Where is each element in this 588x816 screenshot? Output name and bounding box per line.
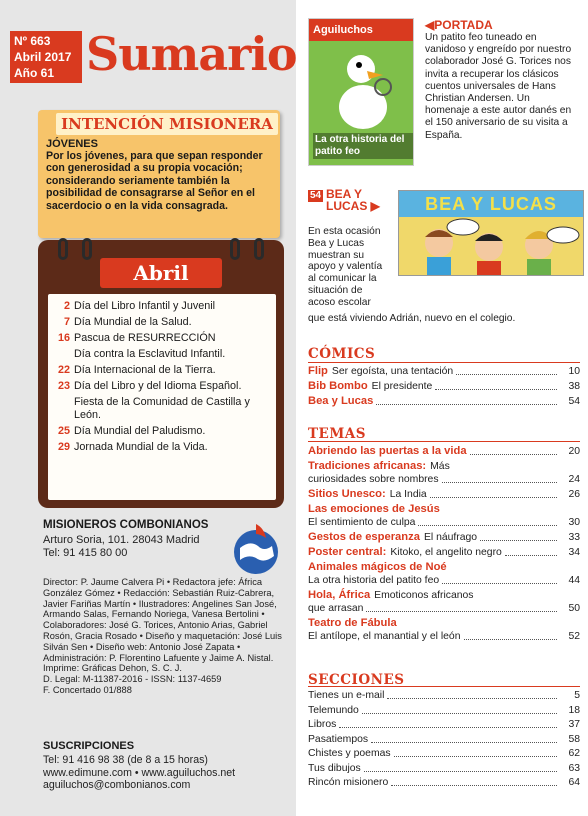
toc-entry-continuation[interactable] (308, 574, 580, 587)
secciones-title: SECCIONES (308, 672, 405, 688)
toc-leader (430, 497, 557, 498)
credits-imprint: Imprime: Gráficas Dehon, S. C. J. (43, 663, 182, 674)
ring-icon (58, 238, 68, 260)
calendar-entry (48, 396, 276, 422)
calendar-entry (48, 425, 276, 438)
toc-leader (456, 374, 557, 375)
toc-leader (364, 771, 557, 772)
toc-page-number: 52 (568, 631, 580, 642)
publisher-name: MISIONEROS COMBONIANOS (43, 519, 209, 531)
toc-entry[interactable] (308, 776, 580, 789)
calendar-entry (48, 316, 276, 329)
bealucas-page: 54 (310, 190, 322, 201)
calendar-day: 2 (63, 300, 70, 312)
toc-entry[interactable] (308, 747, 580, 760)
suscripciones-email[interactable]: aguiluchos@combonianos.com (43, 779, 191, 792)
toc-entry-desc: La India (389, 489, 427, 500)
toc-entry-continuation[interactable] (308, 602, 580, 615)
toc-entry[interactable] (308, 733, 580, 746)
calendar-day (48, 396, 74, 422)
toc-page-number: 44 (568, 575, 580, 586)
comics-list (308, 365, 580, 410)
calendar-event: Día contra la Esclavitud Infantil. (74, 348, 226, 360)
toc-page-number: 50 (568, 603, 580, 614)
toc-entry[interactable] (308, 488, 580, 501)
toc-leader (464, 639, 558, 640)
credits-franqueo: F. Concertado 01/888 (43, 684, 132, 695)
toc-page-number: 24 (568, 474, 580, 485)
bealucas-title-line1: BEA Y (326, 187, 363, 201)
toc-entry[interactable] (308, 589, 580, 602)
comics-title: CÓMICS (308, 346, 376, 362)
calendar-entry (48, 300, 276, 313)
calendar-event: Día del Libro y del Idioma Español. (74, 380, 242, 392)
toc-leader (362, 713, 557, 714)
bealucas-title-line2: LUCAS ▶ (326, 199, 380, 213)
toc-entry-name: Libros (308, 719, 337, 730)
toc-page-number: 64 (568, 777, 580, 788)
suscripciones (43, 754, 235, 792)
toc-entry-continuation[interactable] (308, 630, 580, 643)
toc-entry-continuation[interactable] (308, 473, 580, 486)
suscripciones-phone: Tel: 91 416 98 38 (de 8 a 15 horas) (43, 754, 208, 766)
toc-entry-desc: Emoticonos africanos (374, 590, 474, 601)
intencion-body: Por los jóvenes, para que sepan responder con generosidad a su propia vocación; considerando seriamente también la posibilidad de consagrarse al Señor en el sacerdocio o en la vida consagrada. (46, 150, 263, 212)
globe-logo-icon (226, 520, 286, 580)
toc-entry-detail: El sentimiento de culpa (308, 517, 416, 528)
toc-leader (366, 611, 557, 612)
page-title: Sumario (86, 27, 297, 81)
calendar-entry (48, 348, 276, 361)
toc-page-number: 54 (568, 396, 580, 407)
toc-entry-detail: La otra historia del patito feo (308, 575, 440, 586)
temas-title: TEMAS (308, 426, 367, 442)
toc-entry[interactable] (308, 395, 580, 408)
toc-entry-name: Sitios Unesco: (308, 488, 386, 500)
portada-text: Un patito feo tuneado en vanidoso y engreído por nuestro colaborador José G. Torices nos invita a recuperar los clásicos cuentos universales de Hans Christian Andersen. Un homenaje a este autor danés en el 150 aniversario de su visita a España. (425, 32, 572, 141)
toc-entry[interactable] (308, 531, 580, 544)
toc-page-number: 62 (568, 748, 580, 759)
secciones-rule (308, 686, 580, 687)
toc-leader (391, 785, 557, 786)
toc-entry-name: Pasatiempos (308, 733, 369, 745)
toc-page-number: 26 (568, 489, 580, 500)
toc-entry-name: Hola, África (308, 589, 371, 601)
toc-entry[interactable] (308, 704, 580, 717)
toc-leader (387, 698, 557, 699)
bealucas-text: En esta ocasión Bea y Lucas muestran su apoyo y valentía al comunicar la situación de acoso escolar (308, 226, 383, 308)
toc-entry-detail: curiosidades sobre nombres (308, 474, 439, 485)
calendar (38, 240, 284, 508)
toc-leader (442, 482, 557, 483)
toc-page-number: 58 (568, 733, 580, 745)
calendar-day: 16 (57, 332, 70, 344)
toc-leader (442, 583, 557, 584)
toc-entry-detail: que arrasan (308, 603, 364, 614)
toc-entry[interactable] (308, 546, 580, 559)
issue-year: Año 61 (14, 66, 55, 80)
toc-page-number: 38 (568, 381, 580, 392)
calendar-entry (48, 380, 276, 393)
issue-number: Nº 663 (14, 34, 51, 48)
toc-entry-name: Tradiciones africanas: (308, 460, 427, 472)
toc-entry-name: Telemundo (308, 704, 359, 716)
toc-entry[interactable] (308, 445, 580, 458)
bealucas-comic-image (398, 190, 584, 276)
toc-entry-name: Poster central: (308, 546, 387, 558)
issue-box (10, 31, 82, 83)
calendar-entry (48, 441, 276, 454)
toc-page-number: 37 (568, 719, 580, 730)
duck-illustration-icon (327, 47, 397, 133)
toc-entry-desc: El presidente (371, 381, 433, 392)
calendar-day: 25 (57, 425, 70, 437)
intencion-subheading: JÓVENES (46, 138, 98, 150)
toc-leader (394, 756, 557, 757)
intencion-heading: INTENCIÓN MISIONERA (56, 113, 278, 135)
toc-entry-name: Flip (308, 365, 328, 377)
toc-entry-desc: Más (430, 461, 450, 472)
toc-entry-continuation[interactable] (308, 516, 580, 529)
cover-brand: Aguiluchos (309, 19, 413, 41)
cover-caption: La otra historia del patito feo (313, 133, 413, 159)
cover-image (308, 18, 414, 166)
publisher-address: Arturo Soria, 101. 28043 Madrid (43, 534, 200, 546)
calendar-event: Jornada Mundial de la Vida. (74, 441, 208, 453)
credits-staff: Director: P. Jaume Calvera Pi • Redactora jefe: África González Gómez • Redacción: Sebastián Ruiz-Cabrera, Javier Fariñas Martín • Ilustradores: Angelines San José, Armando Salas, Fernando Noriega, Vanesa Bertolini • Colaboradores: José G. Torices, Antonio Arias, Gabriel Rosón, Gracia Rosado • Diseño y maquetación: José Luis Silván Sen • Diseño web: Antonio José Zapata • Administración: P. Florentino Lafuente y Jaime A. Nistal. (43, 577, 282, 663)
intencion-box (38, 110, 280, 238)
toc-entry-desc: Ser egoísta, una tentación (331, 366, 454, 377)
toc-leader (470, 454, 557, 455)
toc-page-number: 63 (568, 762, 580, 774)
calendar-event: Día del Libro Infantil y Juvenil (74, 300, 216, 312)
toc-entry-desc: Kitoko, el angelito negro (390, 547, 502, 558)
calendar-month: Abril (100, 258, 222, 288)
toc-entry-name: Abriendo las puertas a la vida (308, 445, 467, 457)
portada-title: ◀PORTADA (425, 18, 493, 32)
suscripciones-web[interactable]: www.edimune.com • www.aguiluchos.net (43, 766, 236, 779)
comics-rule (308, 362, 580, 363)
toc-page-number: 33 (568, 532, 580, 543)
calendar-event: Día Mundial de la Salud. (74, 316, 192, 328)
calendar-entry (48, 364, 276, 377)
ring-icon (254, 238, 264, 260)
toc-entry-name: Bea y Lucas (308, 395, 374, 407)
toc-leader (376, 404, 557, 405)
toc-entry-name: Rincón misionero (308, 777, 389, 788)
ring-icon (82, 238, 92, 260)
toc-entry[interactable] (308, 762, 580, 775)
toc-leader (418, 525, 557, 526)
temas-rule (308, 441, 580, 442)
toc-leader (371, 742, 557, 743)
calendar-event: Día Internacional de la Tierra. (74, 364, 216, 376)
toc-page-number: 10 (568, 366, 580, 377)
toc-entry-name: Animales mágicos de Noé (308, 561, 447, 573)
toc-entry-desc: El náufrago (423, 532, 478, 543)
toc-entry[interactable] (308, 718, 580, 731)
calendar-day: 29 (57, 441, 70, 453)
toc-page-number: 18 (568, 704, 580, 716)
temas-list (308, 443, 580, 643)
toc-entry-detail: El antílope, el manantial y el león (308, 631, 461, 642)
toc-entry-name: Las emociones de Jesús (308, 503, 440, 515)
publisher-contact (43, 534, 200, 560)
calendar-event: Pascua de RESURRECCIÓN (74, 332, 216, 344)
toc-entry-name: Tus dibujos (308, 762, 361, 774)
issue-date: Abril 2017 (14, 50, 72, 64)
calendar-entry (48, 332, 276, 345)
toc-entry-name: Teatro de Fábula (308, 617, 397, 629)
toc-leader (339, 727, 557, 728)
toc-entry-name: Bib Bombo (308, 380, 368, 392)
toc-page-number: 20 (568, 446, 580, 457)
toc-page-number: 34 (568, 547, 580, 558)
toc-entry-name: Gestos de esperanza (308, 531, 420, 543)
calendar-day: 22 (57, 364, 70, 376)
credits (43, 577, 287, 696)
toc-entry[interactable] (308, 380, 580, 393)
toc-entry[interactable] (308, 365, 580, 378)
bealucas-title (326, 188, 380, 212)
calendar-day: 23 (57, 380, 70, 392)
toc-leader (505, 555, 557, 556)
bealucas-image-title: BEA Y LUCAS (399, 191, 583, 217)
toc-entry-name: Tienes un e-mail (308, 690, 385, 701)
toc-entry-name: Chistes y poemas (308, 748, 391, 759)
publisher-phone: Tel: 91 415 80 00 (43, 547, 128, 559)
calendar-event: Día Mundial del Paludismo. (74, 425, 206, 437)
toc-page-number: 5 (574, 690, 580, 701)
comic-children-icon (399, 217, 584, 276)
calendar-paper (48, 294, 276, 500)
toc-entry[interactable] (308, 503, 580, 516)
toc-page-number: 30 (568, 517, 580, 528)
calendar-rings (38, 238, 284, 256)
secciones-list (308, 689, 580, 791)
toc-entry[interactable] (308, 561, 580, 574)
bealucas-text-last: que está viviendo Adrián, nuevo en el colegio. (308, 313, 516, 324)
suscripciones-title: SUSCRIPCIONES (43, 740, 135, 752)
toc-leader (480, 540, 557, 541)
toc-entry[interactable] (308, 460, 580, 473)
calendar-day (48, 348, 74, 361)
toc-entry[interactable] (308, 689, 580, 702)
calendar-event: Fiesta de la Comunidad de Castilla y León. (74, 396, 250, 421)
toc-leader (435, 389, 557, 390)
ring-icon (230, 238, 240, 260)
calendar-day: 7 (63, 316, 70, 328)
credits-legal: D. Legal: M-11387-2016 - ISSN: 1137-4659 (43, 674, 222, 685)
toc-entry[interactable] (308, 617, 580, 630)
